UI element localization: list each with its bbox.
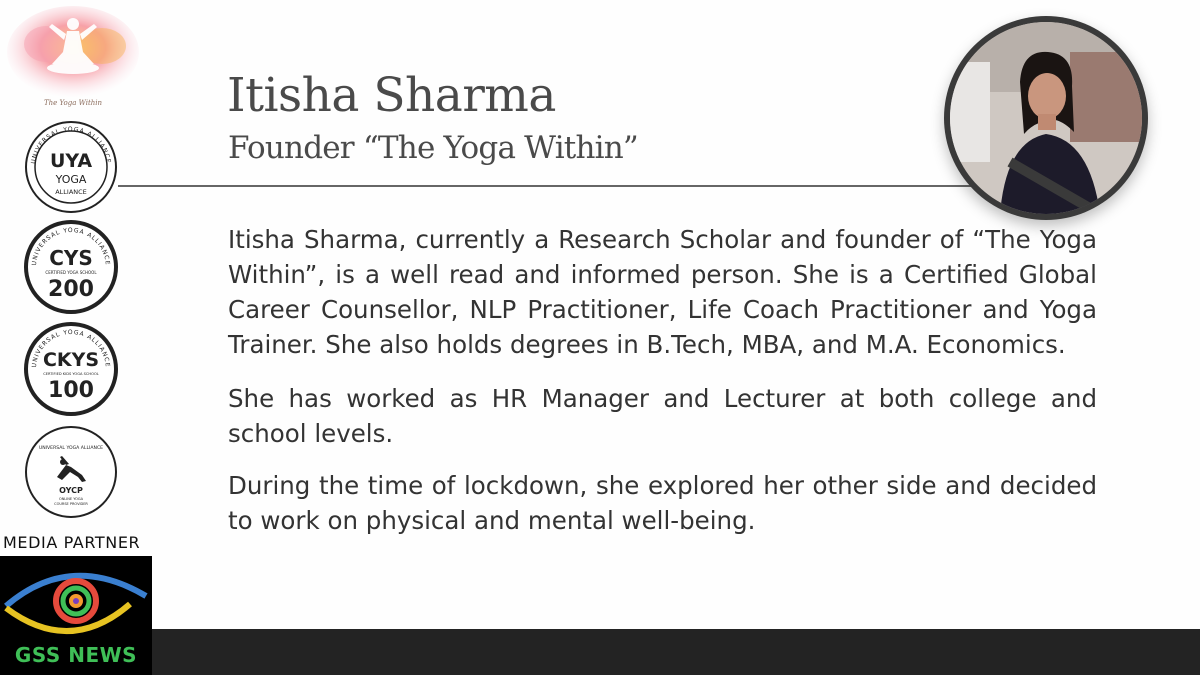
- profile-subtitle: Founder “The Yoga Within”: [228, 130, 638, 166]
- bio-text: [228, 222, 1097, 538]
- ckys-small: CERTIFIED KIDS YOGA SCHOOL: [43, 372, 99, 376]
- uya-line1: UYA: [49, 150, 93, 172]
- uya-line3: ALLIANCE: [55, 188, 87, 196]
- svg-text:UNIVERSAL YOGA ALLIANCE: UNIVERSAL YOGA ALLIANCE: [30, 328, 112, 368]
- header-divider: [118, 185, 978, 187]
- svg-text:UNIVERSAL YOGA ALLIANCE: UNIVERSAL YOGA ALLIANCE: [30, 125, 112, 165]
- cys-line1: CYS: [49, 246, 93, 270]
- gss-news-text: GSS NEWS: [14, 643, 138, 667]
- profile-photo: [944, 16, 1148, 220]
- ckys-line2: 100: [48, 378, 94, 403]
- bio-paragraph-2: She has worked as HR Manager and Lecturer at both college and school levels.: [228, 384, 1097, 448]
- bio-paragraph-3: During the time of lockdown, she explored her other side and decided to work on physical and mental well-being.: [228, 471, 1097, 535]
- cys-small: CERTIFIED YOGA SCHOOL: [45, 270, 97, 275]
- uya-alliance-badge: [24, 120, 118, 214]
- ckys-100-badge: [24, 322, 118, 416]
- footer-bar: [152, 629, 1200, 675]
- cys-line2: 200: [48, 277, 94, 302]
- oycp-badge: [24, 425, 118, 519]
- uya-line2: YOGA: [55, 173, 87, 186]
- svg-text:UNIVERSAL YOGA ALLIANCE: UNIVERSAL YOGA ALLIANCE: [30, 226, 112, 266]
- oycp-label: OYCP: [59, 486, 83, 495]
- profile-name: Itisha Sharma: [227, 68, 556, 123]
- portrait-image: [950, 22, 1142, 214]
- oycp-small2: COURSE PROVIDER: [54, 502, 88, 506]
- ckys-line1: CKYS: [42, 349, 100, 371]
- bio-paragraph-1: Itisha Sharma, currently a Research Scholar and founder of “The Yoga Within”, is a well read and informed person. She is a Certified Global Career Counsellor, NLP Practitioner, Life Coach Practitioner and Yoga Trainer. She also holds degrees in B.Tech, MBA, and M.A. Economics.: [228, 225, 1097, 359]
- cys-200-badge: [24, 220, 118, 314]
- media-partner-label: MEDIA PARTNER: [3, 533, 141, 552]
- yoga-within-logo: [4, 4, 142, 109]
- logo-caption: The Yoga Within: [43, 99, 103, 107]
- oycp-top: UNIVERSAL YOGA ALLIANCE: [38, 446, 104, 451]
- gss-eye-icon: [0, 556, 152, 644]
- oycp-small1: ONLINE YOGA: [58, 497, 84, 501]
- sidebar: [0, 0, 160, 675]
- gss-news-logo: [0, 556, 152, 675]
